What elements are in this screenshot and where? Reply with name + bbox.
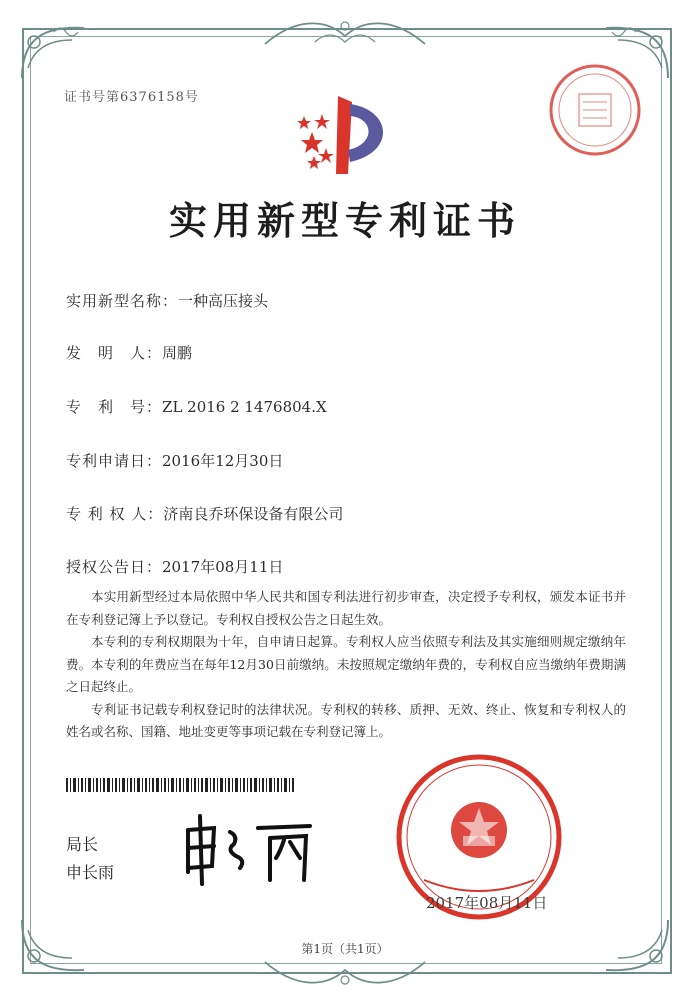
director-signature: [178, 810, 328, 890]
field-grant-date: [66, 556, 283, 577]
page-number: 第1页（共1页）: [301, 942, 389, 956]
bottom-center-ornament: [255, 952, 435, 992]
field-label: 实用新型名称：: [66, 292, 179, 310]
field-patentee: [66, 503, 343, 524]
field-inventor: [66, 342, 192, 363]
agency-seal: [545, 60, 645, 160]
patent-office-emblem: [292, 92, 402, 182]
field-patent-number: [66, 396, 327, 417]
director-title: 局长: [66, 835, 99, 854]
certificate-body: [66, 586, 626, 744]
certificate-number: 证书号第6376158号: [64, 90, 199, 105]
field-value: 周鹏: [162, 344, 193, 362]
body-paragraph: 本专利的专利权期限为十年，自申请日起算。专利权人应当依照专利法及其实施细则规定缴纳年费。本专利的年费应当在每年12月30日前缴纳。未按照规定缴纳年费的，专利权自应当缴纳年费期满之日起终止。: [66, 634, 626, 694]
field-label: 专 利 权 人：: [66, 505, 164, 523]
field-label: 授权公告日：: [66, 558, 163, 576]
field-utility-name: [66, 290, 268, 311]
certificate-title: 实用新型专利证书: [168, 198, 521, 243]
field-label: 专利申请日：: [66, 452, 163, 470]
field-label: 发 明 人：: [66, 344, 163, 362]
corner-ornament-top-left: [14, 18, 104, 88]
barcode: [66, 778, 296, 792]
field-value: 2017年08月11日: [162, 558, 284, 576]
field-application-date: [66, 450, 283, 471]
field-value: 2016年12月30日: [162, 452, 284, 470]
field-value: ZL 2016 2 1476804.X: [162, 398, 327, 416]
director-name: 申长雨: [66, 863, 115, 882]
body-paragraph: 专利证书记载专利权登记时的法律状况。专利权的转移、质押、无效、终止、恢复和专利权人的姓名或名称、国籍、地址变更等事项记载在专利登记簿上。: [66, 701, 626, 739]
field-label: 专 利 号：: [66, 398, 163, 416]
top-center-ornament: [255, 14, 435, 54]
body-paragraph: 本实用新型经过本局依照中华人民共和国专利法进行初步审查，决定授予专利权，颁发本证书并在专利登记簿上予以登记。专利权自授权公告之日起生效。: [66, 589, 626, 627]
stamp-date: 2017年08月11日: [426, 894, 548, 912]
field-value: 一种高压接头: [178, 292, 269, 310]
field-value: 济南良乔环保设备有限公司: [163, 505, 344, 523]
